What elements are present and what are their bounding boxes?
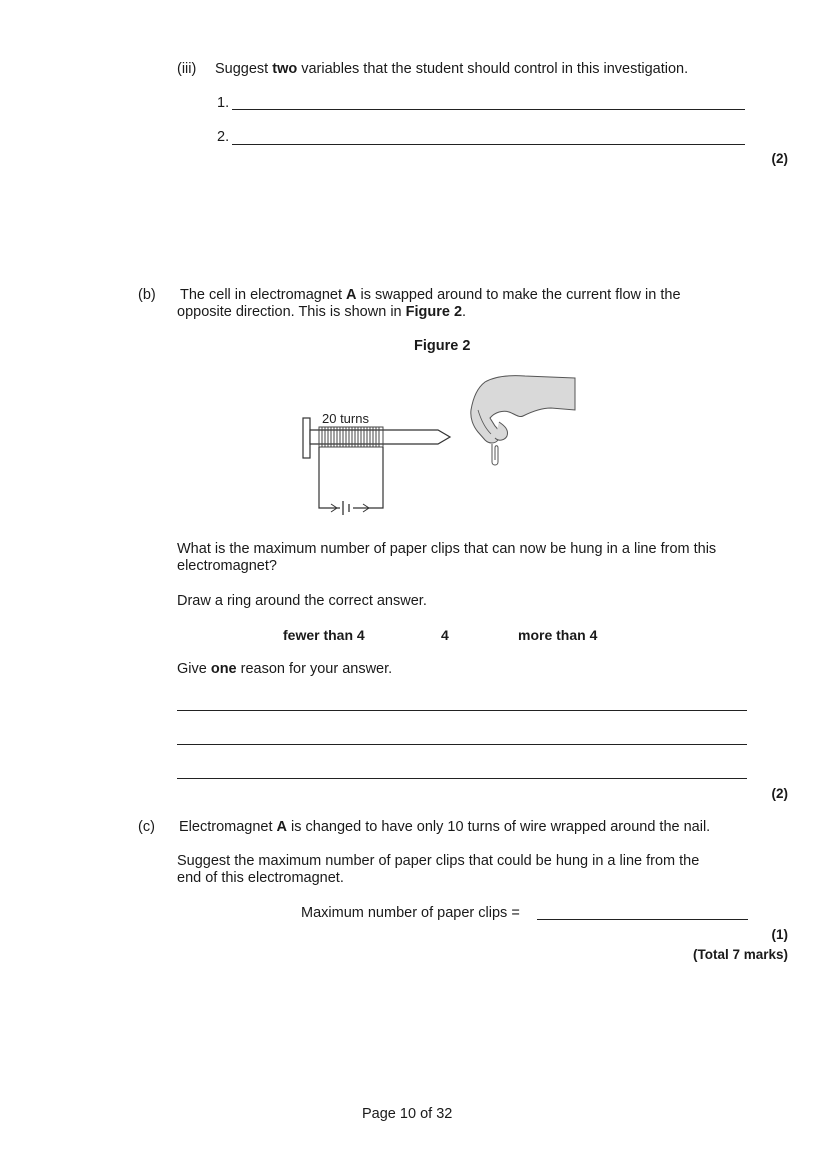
answer-line-1[interactable] <box>232 109 745 110</box>
question-b-line-1 <box>180 287 681 303</box>
b-line2-bold: Figure 2 <box>405 304 463 320</box>
page-number: 10 <box>399 1106 417 1122</box>
question-c-line-3: end of this electromagnet. <box>177 870 344 886</box>
question-c-line-2: Suggest the maximum number of paper clips that could be hung in a line from the <box>177 853 700 869</box>
total-marks: (Total 7 marks) <box>692 947 788 962</box>
figure-title: Figure 2 <box>414 338 471 354</box>
question-c-line-1 <box>179 819 710 835</box>
answer-item-2-label: 2. <box>217 129 230 145</box>
choice-fewer-than-4[interactable]: fewer than 4 <box>283 627 365 643</box>
question-b-line-2 <box>177 304 466 320</box>
instruction-text: Draw a ring around the correct answer. <box>177 593 427 609</box>
choice-4[interactable]: 4 <box>441 627 449 643</box>
of-label: of <box>420 1106 433 1122</box>
nail-head <box>303 418 310 458</box>
figure-2-diagram <box>295 370 585 520</box>
reason-line-1[interactable] <box>177 710 747 711</box>
page-total: 32 <box>436 1106 453 1122</box>
question-b-text-2: electromagnet? <box>177 558 277 574</box>
reason-post: reason for your answer. <box>236 661 393 677</box>
paper-clip-icon <box>492 444 498 465</box>
question-text-a-iii <box>215 61 688 77</box>
answer-line-2[interactable] <box>232 144 745 145</box>
b-line1-bold: A <box>346 287 357 303</box>
reason-prompt <box>177 661 392 677</box>
b-line1-pre: The cell in electromagnet <box>180 287 347 303</box>
question-number-b: (b) <box>138 287 156 303</box>
c-line1-bold: A <box>276 819 288 835</box>
circuit-wire <box>319 447 383 508</box>
hand-icon <box>471 376 575 443</box>
figure-label-20-turns: 20 turns <box>322 411 369 426</box>
question-number-a-iii: (iii) <box>177 61 197 77</box>
reason-line-2[interactable] <box>177 744 747 745</box>
answer-item-1-label: 1. <box>217 95 230 111</box>
question-text-post: variables that the student should control in this investigation. <box>297 61 689 77</box>
b-line2-post: . <box>462 304 467 320</box>
answer-line-c[interactable] <box>537 919 748 920</box>
b-line2-pre: opposite direction. This is shown in <box>177 304 406 320</box>
c-line1-pre: Electromagnet <box>179 819 277 835</box>
reason-line-3[interactable] <box>177 778 747 779</box>
cell-symbol <box>343 501 349 515</box>
choice-more-than-4[interactable]: more than 4 <box>518 627 598 643</box>
page-footer <box>362 1106 452 1122</box>
page-label: Page <box>362 1106 396 1122</box>
answer-label-c: Maximum number of paper clips = <box>301 905 520 921</box>
b-line1-post: is swapped around to make the current flow in the <box>356 287 681 303</box>
question-number-c: (c) <box>138 819 155 835</box>
question-b-text-1: What is the maximum number of paper clips that can now be hung in a line from this <box>177 541 717 557</box>
marks-a-iii: (2) <box>771 151 788 166</box>
marks-c: (1) <box>771 927 788 942</box>
reason-bold: one <box>210 661 237 677</box>
marks-b: (2) <box>771 786 788 801</box>
question-text-bold: two <box>272 61 298 77</box>
reason-pre: Give <box>177 661 211 677</box>
question-text-pre: Suggest <box>215 61 273 77</box>
c-line1-post: is changed to have only 10 turns of wire wrapped around the nail. <box>287 819 711 835</box>
